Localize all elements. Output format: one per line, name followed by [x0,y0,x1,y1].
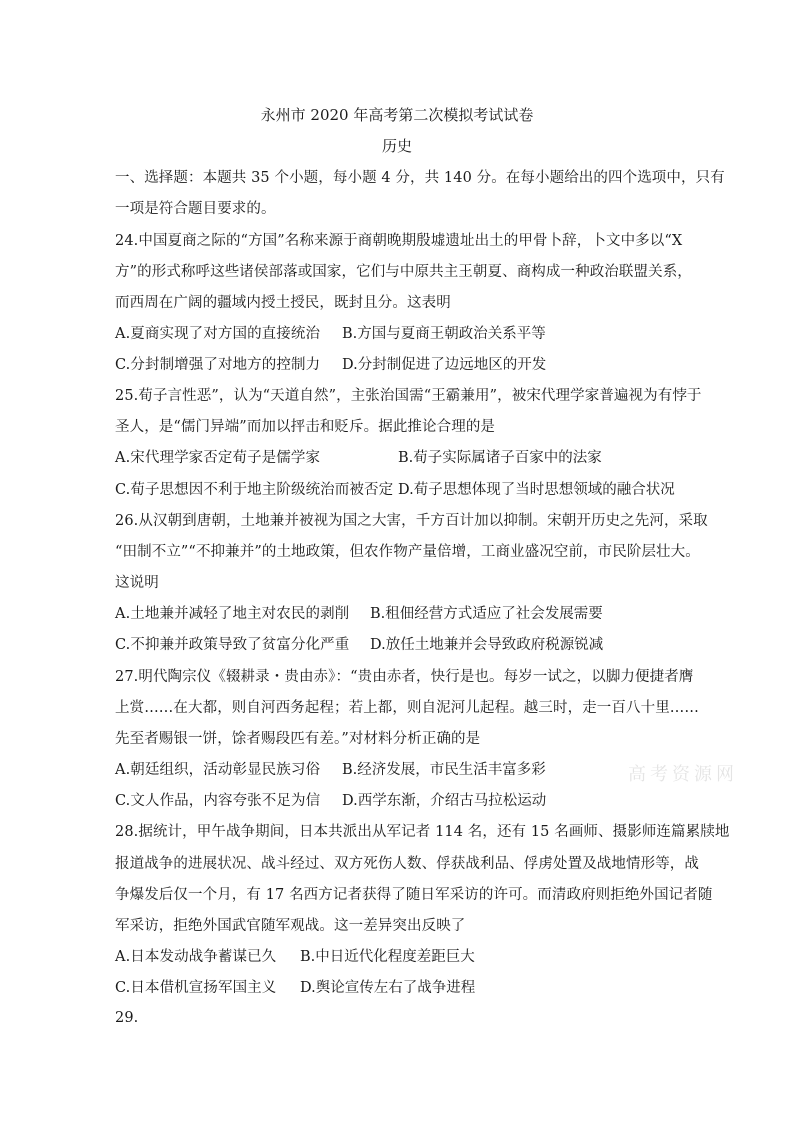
q28-stem-line2: 报道战争的进展状况、战斗经过、双方死伤人数、俘获战利品、俘虏处置及战地情形等，战 [115,856,699,872]
q28-option-b: B.中日近代化程度差距巨大 [300,949,475,965]
q26-option-c: C.不抑兼并政策导致了贫富分化严重 [115,637,350,653]
q27-stem-line2: 上赏……在大都，则自河西务起程；若上都，则自泥河儿起程。越三时，走一百八十里…… [115,700,699,716]
q24-option-c: C.分封制增强了对地方的控制力 [115,357,321,373]
q24-option-a: A.夏商实现了对方国的直接统治 [115,326,321,342]
q24-option-b: B.方国与夏商王朝政治关系平等 [342,326,546,342]
subject-title: 历史 [381,137,412,155]
q26-stem-line3: 这说明 [115,575,159,591]
q25-stem-line2: 圣人，是“儒门异端”而加以抨击和贬斥。据此推论合理的是 [115,419,496,435]
q25-option-c: C.荀子思想因不利于地主阶级统治而被否定 [115,482,394,498]
q28-stem-line3: 争爆发后仅一个月，有 17 名西方记者获得了随日军采访的许可。而清政府则拒绝外国记者随 [115,887,713,903]
exam-title: 永州市 2020 年高考第二次模拟考试试卷 [260,106,534,124]
q25-stem-line1: 25.荀子言性恶”，认为“天道自然”，主张治国需“王霸兼用”，被宋代理学家普遍视为有悖于 [115,388,702,404]
q29-number: 29. [115,1010,139,1026]
q28-stem-line4: 军采访，拒绝外国武官随军观战。这一差异突出反映了 [115,918,466,934]
q28-option-a: A.日本发动战争蓄谋已久 [115,949,277,965]
q26-option-d: D.放任土地兼并会导致政府税源锐减 [370,637,604,653]
q27-stem-line1: 27.明代陶宗仪《辍耕录・贵由赤》：“贵由赤者，快行是也。每岁一试之，以脚力便捷者膺 [115,669,694,685]
q28-option-d: D.舆论宣传左右了战争进程 [300,980,476,996]
q27-stem-line3: 先至者赐银一饼，馀者赐段匹有差。”对材料分析正确的是 [115,731,481,747]
q24-stem-line3: 而西周在广阔的疆域内授土授民，既封且分。这表明 [115,295,451,311]
q25-option-b: B.荀子实际属诸子百家中的法家 [398,450,602,466]
q26-stem-line1: 26.从汉朝到唐朝，土地兼并被视为国之大害，千方百计加以抑制。宋朝开历史之先河，采取 [115,513,708,529]
q27-option-c: C.文人作品，内容夸张不足为信 [115,793,321,809]
q28-option-c: C.日本借机宣扬军国主义 [115,980,277,996]
q26-option-b: B.租佃经营方式适应了社会发展需要 [370,606,603,622]
q24-stem-line2: 方”的形式称呼这些诸侯部落或国家，它们与中原共主王朝夏、商构成一种政治联盟关系， [115,264,692,280]
q24-option-d: D.分封制促进了边远地区的开发 [342,357,547,373]
section-instruction-line1: 一、选择题：本题共 35 个小题，每小题 4 分，共 140 分。在每小题给出的四个选项中，只有 [115,170,725,186]
section-instruction-line2: 一项是符合题目要求的。 [115,201,276,217]
q27-option-b: B.经济发展，市民生活丰富多彩 [342,762,546,778]
watermark: 高考资源网 [628,764,738,785]
q28-stem-line1: 28.据统计，甲午战争期间，日本共派出从军记者 114 名，还有 15 名画师、摄影师连篇累牍地 [115,824,730,840]
q25-option-d: D.荀子思想体现了当时思想领域的融合状况 [398,482,675,498]
q26-stem-line2: “田制不立”“不抑兼并”的土地政策，但农作物产量倍增，工商业盛况空前，市民阶层壮大。 [115,544,700,560]
q24-stem-line1: 24.中国夏商之际的“方国”名称来源于商朝晚期殷墟遗址出土的甲骨卜辞，卜文中多以“X [115,233,683,249]
q27-option-a: A.朝廷组织，活动彰显民族习俗 [115,762,321,778]
q26-option-a: A.土地兼并减轻了地主对农民的剥削 [115,606,350,622]
q27-option-d: D.西学东渐，介绍古马拉松运动 [342,793,547,809]
q25-option-a: A.宋代理学家否定荀子是儒学家 [115,450,321,466]
